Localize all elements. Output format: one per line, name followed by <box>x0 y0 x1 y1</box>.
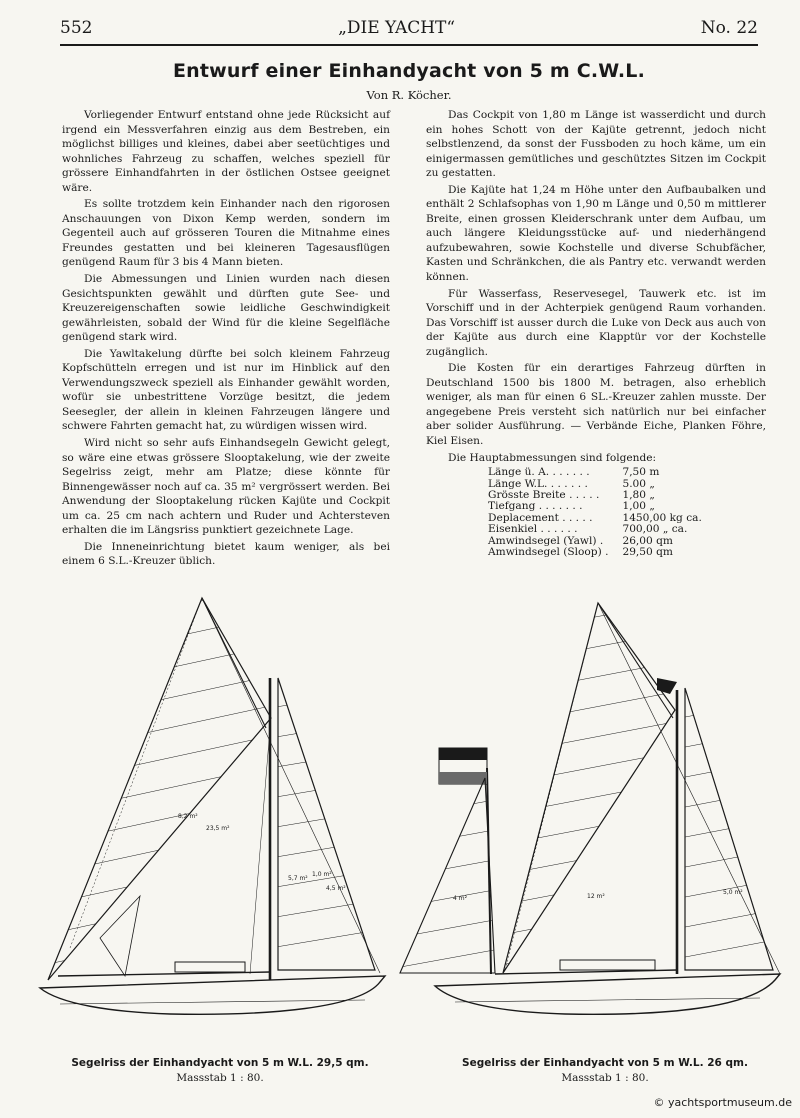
dimension-value: 1450,00 kg ca. <box>622 511 702 524</box>
waterline <box>60 1000 365 1004</box>
cabin-house <box>560 960 655 970</box>
paragraph: Das Cockpit von 1,80 m Länge ist wasserdicht und durch ein hohes Schott von der Kajüte getrennt, jedoch nicht selbstlenzend, da sonst der Fussboden zu hoch käme, um ein einigermassen gemütliches und geschütztes Sitzen im Cockpit zu gestatten. <box>426 109 766 180</box>
paragraph: Die Yawltakelung dürfte bei solch kleinem Fahrzeug Kopfschütteln erregen und ist nur im Hinblick auf den Verwendungszweck speziell als Einhander gewählt worden, wofür sie unbestrittene Vorzüge besitzt, die jedem Seesegler, der allein in kleinen Fahrzeugen längere und schwere Fahrten gemacht hat, zu würdigen wissen wird. <box>62 347 390 433</box>
mizzen-sail <box>100 896 140 976</box>
figure-caption-right <box>440 1056 770 1086</box>
sail-area-label: 5,7 m² <box>288 875 308 882</box>
flag-stripe-bottom <box>439 772 487 784</box>
dimension-label: Deplacement . . . . . <box>488 511 593 524</box>
paragraph: Die Inneneinrichtung bietet kaum weniger, als bei einem 6 S.L.-Kreuzer üblich. <box>62 540 390 568</box>
dimension-label: Amwindsegel (Sloop) . <box>488 545 609 558</box>
sail-area-label: 1,0 m² <box>312 871 332 878</box>
dimension-label: Eisenkiel . . . . . . <box>488 523 578 536</box>
headsail <box>685 688 773 970</box>
header-rule <box>60 44 758 46</box>
waterline <box>455 998 760 1002</box>
figure-caption-left <box>60 1056 380 1086</box>
dimension-label: Amwindsegel (Yawl) . <box>488 534 604 547</box>
caption-text: Segelriss der Einhandyacht von 5 m W.L. 29,5 qm. <box>71 1057 369 1069</box>
watermark: © yachtsportmuseum.de <box>653 1096 792 1109</box>
dimension-value: 5.00 „ <box>622 477 655 490</box>
sail-plan-yawl-drawing <box>30 578 400 1048</box>
caption-text: Segelriss der Einhandyacht von 5 m W.L. 26 qm. <box>462 1057 748 1069</box>
hull <box>40 976 385 1014</box>
article-author: Von R. Köcher. <box>366 88 452 102</box>
mainsail <box>503 603 675 973</box>
dimension-value: 26,00 qm <box>622 534 673 547</box>
boom <box>495 970 677 974</box>
dimension-value: 7,50 m <box>622 466 660 479</box>
headsail-seams <box>680 698 785 958</box>
dimensions-table <box>488 467 702 558</box>
shroud <box>250 728 270 974</box>
paragraph: Die Kosten für ein derartiges Fahrzeug dürften in Deutschland 1500 bis 1800 M. betragen, also erheblich weniger, als man für einen 6 SL.-Kreuzer zahlen musste. Der angegebene Preis versteht sich natürlich nur bei einfacher aber solider Ausführung. — Verbände Eiche, Planken Föhre, Kiel Eisen. <box>426 362 766 448</box>
sail-area-label: 4,5 m² <box>326 885 346 892</box>
sail-area-label: 12 m² <box>587 893 605 900</box>
table-row <box>488 524 702 535</box>
paragraph: Es sollte trotzdem kein Einhander nach den rigorosen Anschauungen von Dixon Kemp werden, sondern im Gegenteil auch auf grösseren Touren die Mitnahme eines Freundes gestatten und bei kleineren Tagesausflügen genügend Raum für 3 bis 4 Mann bieten. <box>62 198 390 269</box>
caption-scale: Massstab 1 : 80. <box>176 1072 264 1084</box>
burgee-flag <box>657 678 677 694</box>
hull <box>435 974 780 1014</box>
paragraph: Vorliegender Entwurf entstand ohne jede Rücksicht auf irgend ein Messverfahren einzig aus dem Bestreben, ein möglichst billiges und kleines, dabei aber seetüchtiges und wohnliches Fahrzeug zu schaffen, welches speziell für grössere Einhandfahrten in der östlichen Ostsee geeignet wäre. <box>62 109 390 194</box>
headsail-seams <box>270 688 390 948</box>
gaff <box>202 598 266 728</box>
running-header <box>60 14 758 42</box>
sail-area-label: 5,0 m² <box>723 889 743 896</box>
backstay <box>505 603 598 970</box>
table-row <box>488 467 702 478</box>
mainsail-seams <box>30 578 400 998</box>
sail-area-label: 8,2 m² <box>178 813 198 820</box>
backstay <box>70 598 202 948</box>
table-row <box>488 547 702 558</box>
paragraph: Wird nicht so sehr aufs Einhandsegeln Gewicht gelegt, so wäre eine etwas grössere Slooptakelung, wie der zweite Segelriss zeigt, mehr am Platze; diese könnte für Binnengewässer noch auf ca. 35 m² vergrössert werden. Bei Anwendung der Slooptakelung rücken Kajüte und Cockpit um ca. 25 cm nach achtern und Ruder und Achtersteven erhalten die im Längsriss punktiert gezeichnete Lage. <box>62 437 390 537</box>
forestay <box>202 598 380 973</box>
left-column <box>62 108 390 571</box>
paragraph: Die Hauptabmessungen sind folgende: <box>448 451 657 464</box>
mainsail <box>48 598 271 980</box>
mizzen-mast <box>487 768 491 974</box>
dimension-value: 1,00 „ <box>622 500 655 513</box>
journal-title: „DIE YACHT“ <box>338 18 456 38</box>
dimension-label: Grösste Breite . . . . . <box>488 488 600 501</box>
forestay <box>598 603 780 974</box>
issue-number: No. 22 <box>700 18 758 38</box>
dimension-label: Länge ü. A. . . . . . . <box>488 466 590 479</box>
paragraph: Für Wasserfass, Reservesegel, Tauwerk etc. ist im Vorschiff und in der Achterpiek genügend Raum vorhanden. Das Vorschiff ist ausser durch die Luke von Deck aus auch von der Kajüte aus durch eine Klapptür vor der Kochstelle zugänglich. <box>426 287 766 358</box>
caption-scale: Massstab 1 : 80. <box>561 1072 649 1084</box>
sail-area-label: 4 m² <box>453 895 467 902</box>
dimension-value: 1,80 „ <box>622 488 655 501</box>
paragraph: Die Abmessungen und Linien wurden nach diesen Gesichtspunkten gewählt und dürften gute See- und Kreuzereigenschaften sowie leidliche Geschwindigkeit gewährleisten, sobald der Wind für die kleine Segelfläche genügend stark wird. <box>62 273 390 344</box>
mainsail-seams <box>485 598 695 968</box>
article-title: Entwurf einer Einhandyacht von 5 m C.W.L. <box>172 60 646 82</box>
sail-plan-sloop-drawing <box>395 578 790 1048</box>
dimension-label: Länge W.L. . . . . . . <box>488 477 588 490</box>
dimension-value: 29,50 qm <box>622 545 673 558</box>
dimension-value: 700,00 „ ca. <box>622 523 688 536</box>
cabin-house <box>175 962 245 972</box>
paragraph: Die Kajüte hat 1,24 m Höhe unter den Aufbaubalken und enthält 2 Schlafsophas von 1,90 m Länge und 0,50 m mittlerer Breite, einen grossen Kleiderschrank unter dem Aufbau, um auch längere Kleidungsstücke auf- und niederhängend aufzubewahren, sowie Kochstelle und diverse Schubfächer, Kasten und Schränkchen, die als Pantry etc. verwandt werden können. <box>426 183 766 284</box>
flag-stripe-top <box>439 748 487 760</box>
page-number: 552 <box>60 18 93 38</box>
sail-area-label: 23,5 m² <box>206 825 230 832</box>
mizzen-sail <box>400 778 495 973</box>
gaff <box>598 603 673 718</box>
right-column <box>426 108 766 558</box>
boom <box>58 972 270 976</box>
dimension-label: Tiefgang . . . . . . . <box>488 500 583 513</box>
